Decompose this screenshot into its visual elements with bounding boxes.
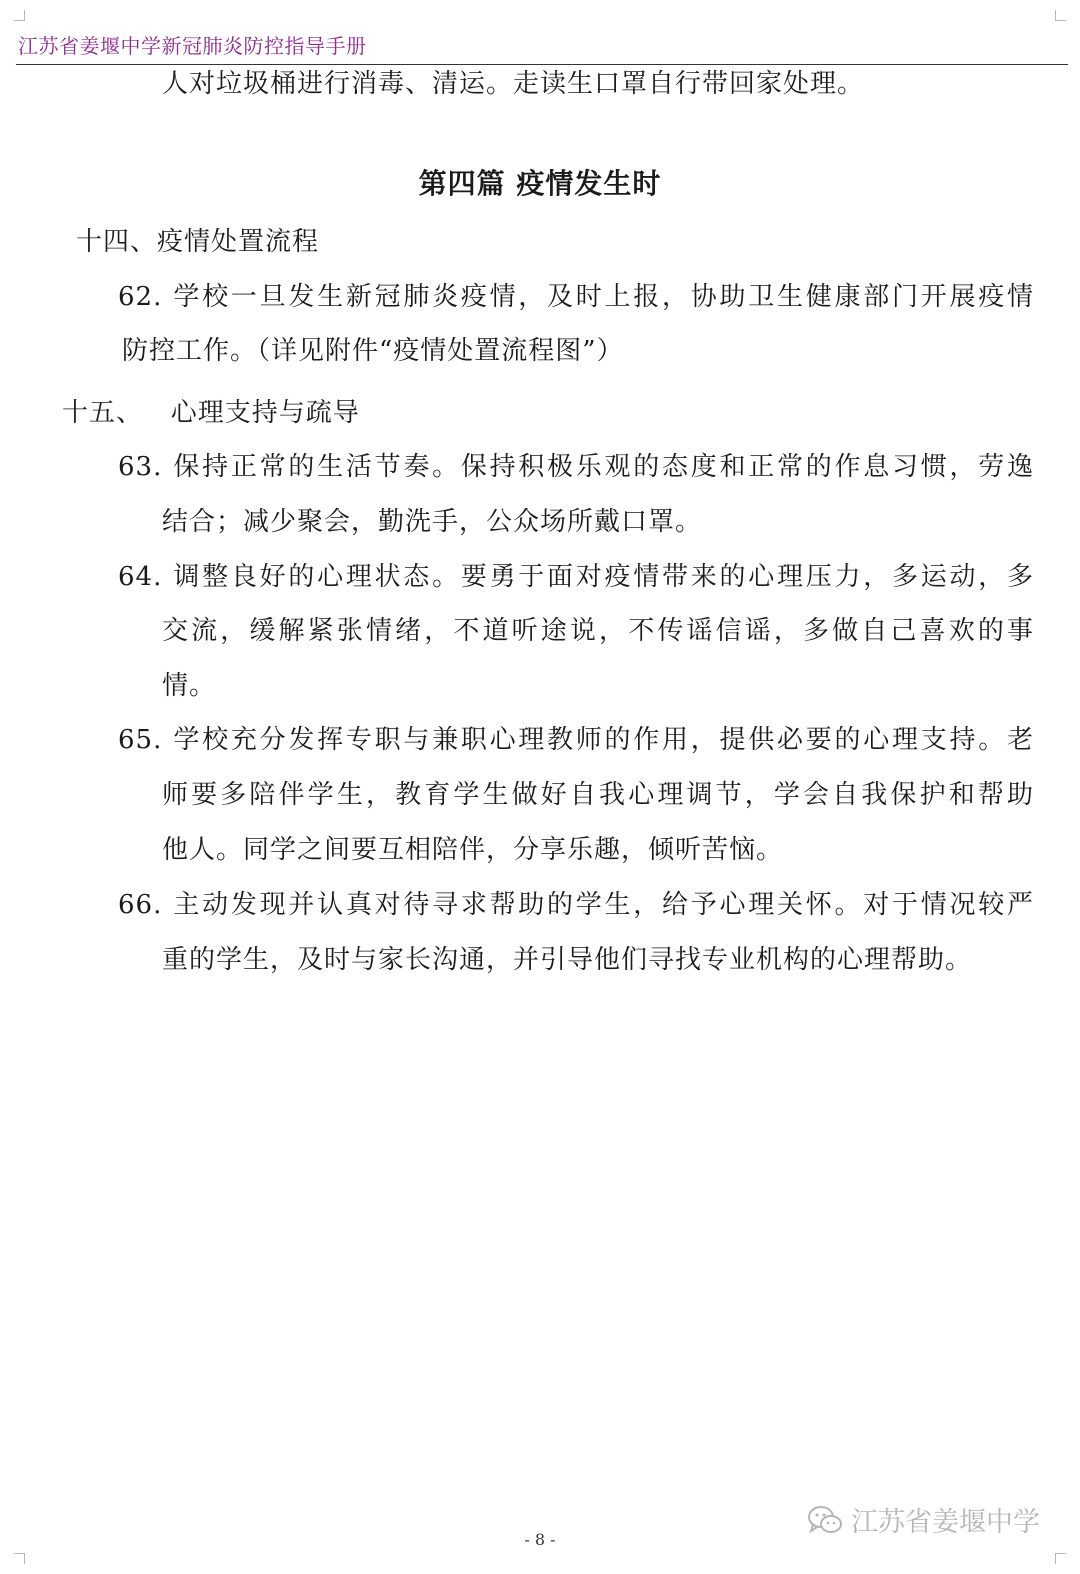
watermark-text: 江苏省姜堰中学 xyxy=(851,1507,1040,1538)
item-66-line-1: 66. 主动发现并认真对待寻求帮助的学生，给予心理关怀。对于情况较严 xyxy=(118,890,1034,920)
item-63-line-1: 63. 保持正常的生活节奏。保持积极乐观的态度和正常的作息习惯，劳逸 xyxy=(118,452,1034,482)
item-62-line-1: 62. 学校一旦发生新冠肺炎疫情，及时上报，协助卫生健康部门开展疫情 xyxy=(118,282,1034,312)
wechat-icon xyxy=(807,1505,843,1535)
item-66-line-2: 重的学生，及时与家长沟通，并引导他们寻找专业机构的心理帮助。 xyxy=(162,945,973,975)
continuation-line: 人对垃圾桶进行消毒、清运。走读生口罩自行带回家处理。 xyxy=(162,69,865,99)
chapter-title: 第四篇 疫情发生时 xyxy=(418,167,662,200)
header-divider xyxy=(16,64,1068,65)
item-65-line-1: 65. 学校充分发挥专职与兼职心理教师的作用，提供必要的心理支持。老 xyxy=(118,725,1034,755)
item-64-line-3: 情。 xyxy=(162,671,217,701)
item-64-line-1: 64. 调整良好的心理状态。要勇于面对疫情带来的心理压力，多运动，多 xyxy=(118,562,1034,592)
item-63-line-2: 结合；减少聚会，勤洗手，公众场所戴口罩。 xyxy=(162,507,703,537)
crop-mark-bottom-right xyxy=(1055,1553,1066,1564)
watermark xyxy=(807,1500,1040,1539)
item-62-line-2: 防控工作。（详见附件“疫情处置流程图”） xyxy=(122,336,624,366)
item-65-line-2: 师要多陪伴学生，教育学生做好自我心理调节，学会自我保护和帮助 xyxy=(162,780,1034,810)
crop-mark-top-right xyxy=(1055,10,1066,21)
section-heading-15: 十五、 心理支持与疏导 xyxy=(62,398,360,428)
item-65-line-3: 他人。同学之间要互相陪伴，分享乐趣，倾听苦恼。 xyxy=(162,835,784,865)
crop-mark-top-left xyxy=(14,10,25,21)
page-number: - 8 - xyxy=(524,1530,556,1549)
running-header-title: 江苏省姜堰中学新冠肺炎防控指导手册 xyxy=(18,34,367,58)
section-heading-14: 十四、疫情处置流程 xyxy=(76,227,320,257)
crop-mark-bottom-left xyxy=(14,1553,25,1564)
item-64-line-2: 交流，缓解紧张情绪，不道听途说，不传谣信谣，多做自己喜欢的事 xyxy=(162,616,1034,646)
